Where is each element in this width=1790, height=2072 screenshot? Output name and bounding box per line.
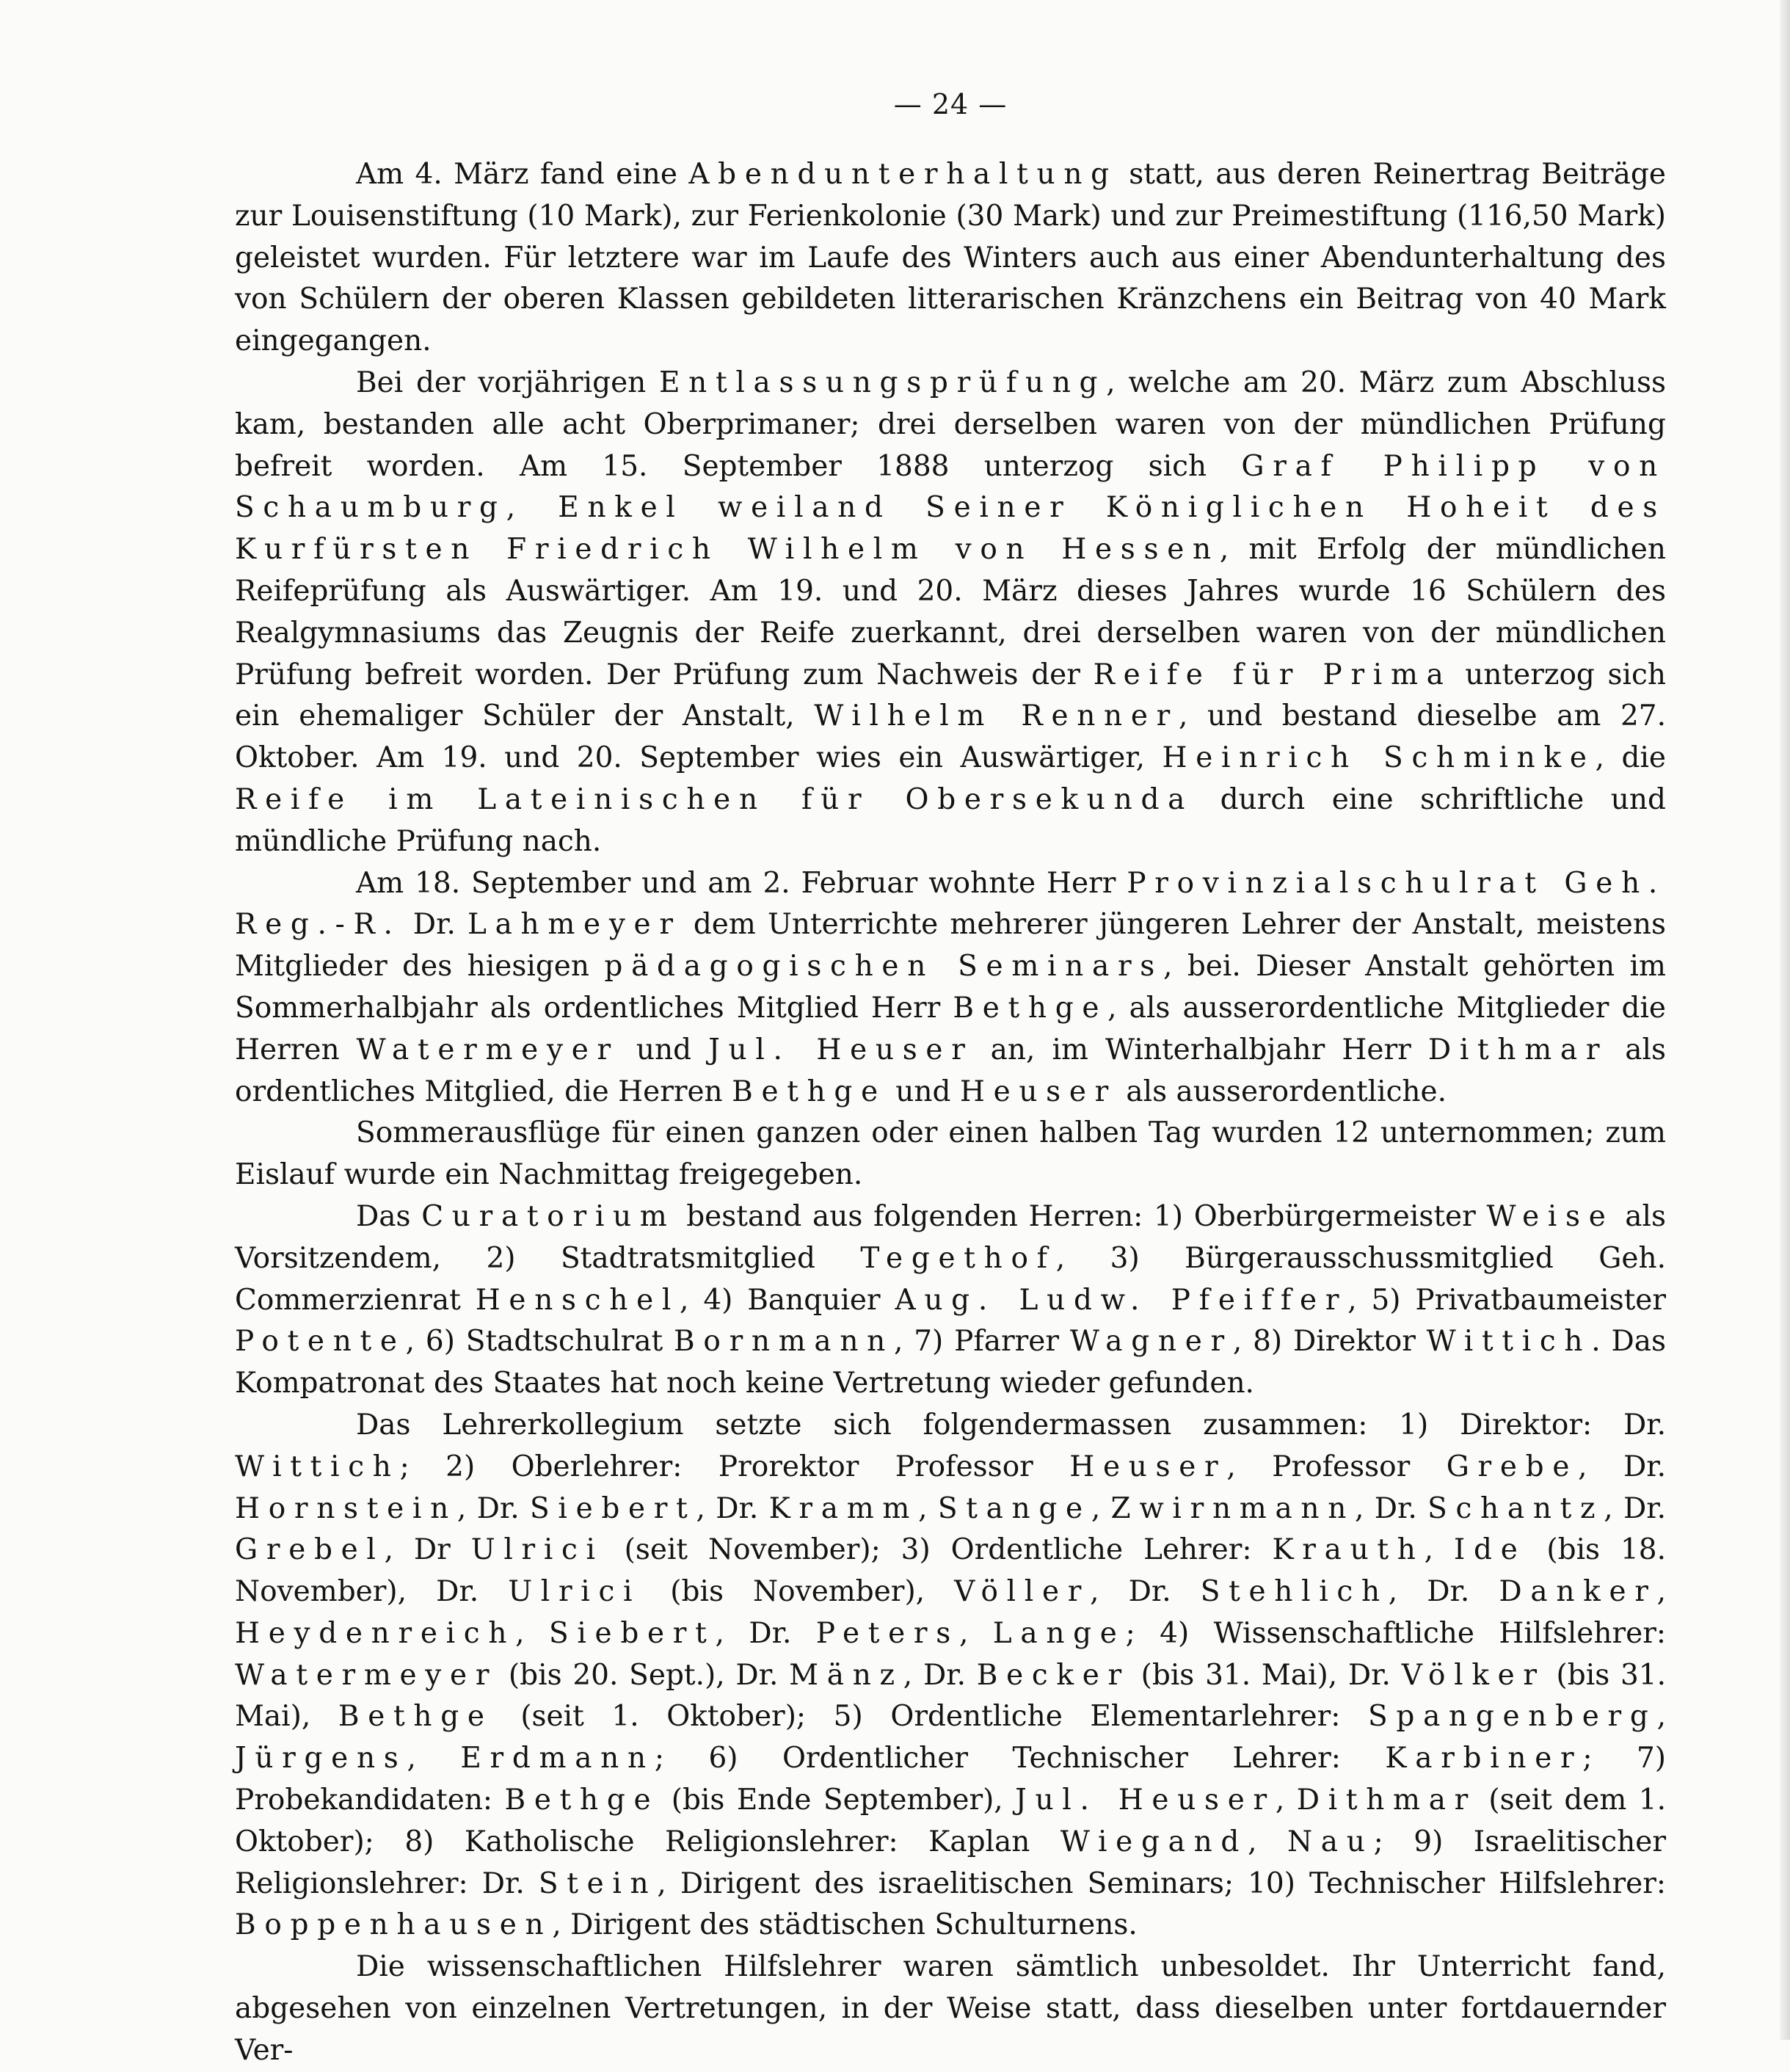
spaced-emphasis: Ide — [1453, 1533, 1527, 1567]
spaced-emphasis: Stehlich — [1200, 1575, 1389, 1609]
text-run: , 7) Pfarrer — [894, 1325, 1070, 1359]
spaced-emphasis: Völler — [954, 1575, 1091, 1609]
spaced-emphasis: Völker — [1401, 1658, 1546, 1692]
text-run: , welche am 20. März zum Abschluss kam, bestanden alle acht Oberprimaner; drei derselben waren von der mündlichen Prüfung befreit worden. Am 15. September 1888 unterzog sich — [235, 366, 1666, 483]
page-edge-shadow — [1780, 0, 1790, 2040]
spaced-emphasis: Bethge — [953, 991, 1108, 1025]
spaced-emphasis: Schantz — [1427, 1491, 1604, 1525]
text-run: (seit dem 1. Oktober); 8) Katholische Religionslehrer: Kaplan — [235, 1784, 1666, 1858]
paragraph-p7 — [235, 1946, 1666, 2071]
spaced-emphasis: Watermeyer — [356, 1033, 619, 1066]
text-run: (bis 31. Mai), Dr. — [1129, 1658, 1402, 1692]
spaced-emphasis: Krauth — [1272, 1533, 1425, 1567]
text-run: , — [958, 1616, 993, 1650]
body-text — [235, 154, 1666, 2072]
spaced-emphasis: Lange — [992, 1616, 1126, 1650]
text-run: als Vorsitzendem, 2) Stadtratsmitglied — [235, 1199, 1666, 1275]
spaced-emphasis: Bethge — [338, 1700, 493, 1734]
text-run: , Professor — [1226, 1450, 1447, 1483]
spaced-emphasis: Danker — [1499, 1575, 1657, 1609]
text-run: , mit Erfolg der mündlichen Reifeprüfung als Auswärtiger. Am 19. und 20. März dieses Jahres wurde 16 Schülern des Realgymnasiums das Zeugnis der Reife zuerkannt, drei derselben waren von der mündlichen Prüfung befreit worden. Der Prüfung zum Nachweis der — [235, 533, 1666, 691]
text-run: Die wissenschaftlichen Hilfslehrer waren sämtlich unbesoldet. Ihr Unterricht fand, abgesehen von einzelnen Vertretungen, in der Weise statt, dass dieselben unter fortdauernder Ver- — [235, 1950, 1666, 2067]
text-run: ; 4) Wissenschaftliche Hilfslehrer: — [1125, 1616, 1666, 1650]
text-run: Am 18. September und am 2. Februar wohnte Herr — [356, 866, 1127, 900]
text-run: , 8) Direktor — [1232, 1325, 1427, 1359]
spaced-emphasis: Wittich — [235, 1450, 400, 1483]
text-run: Das — [356, 1199, 422, 1233]
text-run: , und bestand dieselbe am 27. Oktober. Am 19. und 20. September wies ein Auswärtiger, — [235, 699, 1666, 775]
text-run: als ordentliches Mitglied, die Herren — [235, 1033, 1666, 1108]
text-run: , — [1091, 1491, 1111, 1525]
paragraph-p6 — [235, 1405, 1666, 1946]
spaced-emphasis: Heuser — [959, 1075, 1118, 1108]
text-run: , die — [1595, 741, 1666, 775]
text-run: , — [1248, 1825, 1287, 1858]
spaced-emphasis: Siebert — [548, 1616, 716, 1650]
spaced-emphasis: Kramm — [768, 1491, 919, 1525]
text-run: ; 6) Ordentlicher Technischer Lehrer: — [654, 1742, 1386, 1775]
text-run: , bei. Dieser Anstalt gehörten im Sommerhalbjahr als ordentliches Mitglied Herr — [235, 950, 1666, 1025]
text-run: (bis November), — [641, 1575, 955, 1609]
spaced-emphasis: Wagner — [1069, 1325, 1233, 1359]
text-run: , Dr. — [1388, 1575, 1499, 1609]
text-run: , — [1424, 1533, 1454, 1567]
spaced-emphasis: Watermeyer — [235, 1658, 498, 1692]
text-run: Bei der vorjährigen — [356, 366, 659, 399]
text-run: , Dirigent des städtischen Schulturnens. — [552, 1908, 1138, 1942]
text-run: , 4) Banquier — [680, 1283, 895, 1317]
spaced-emphasis: Jürgens — [235, 1742, 407, 1775]
text-run: , Dirigent des israelitischen Seminars; 10) Technischer Hilfslehrer: — [657, 1866, 1666, 1900]
text-run: , Dr — [384, 1533, 471, 1567]
spaced-emphasis: Potente — [235, 1325, 406, 1359]
text-run: , Dr. — [456, 1491, 530, 1525]
spaced-emphasis: Curatorium — [421, 1199, 676, 1233]
spaced-emphasis: Heuser — [1069, 1450, 1227, 1483]
spaced-emphasis: Ulrici — [470, 1533, 604, 1567]
text-run: , Dr. — [1604, 1491, 1667, 1525]
spaced-emphasis: Becker — [976, 1658, 1130, 1692]
text-run: an, im Winterhalbjahr Herr — [973, 1033, 1428, 1066]
spaced-emphasis: Provinzialschulrat Geh. Reg.-R. — [235, 866, 1666, 942]
text-run: ; 2) Oberlehrer: Prorektor Professor — [399, 1450, 1070, 1483]
spaced-emphasis: Bethge — [732, 1075, 887, 1108]
spaced-emphasis: Grebel — [235, 1533, 385, 1567]
spaced-emphasis: Ulrici — [508, 1575, 641, 1609]
text-run: , Dr. — [1578, 1450, 1666, 1483]
spaced-emphasis: Graf Philipp von Schaumburg, Enkel weiland Seiner Königlichen Hoheit des Kurfürsten Friedrich Wilhelm von Hessen — [235, 449, 1666, 567]
spaced-emphasis: Stange — [937, 1491, 1091, 1525]
text-run: , Dr. — [1090, 1575, 1201, 1609]
spaced-emphasis: Bornmann — [674, 1325, 894, 1359]
text-run: , 5) Privatbaumeister — [1347, 1283, 1666, 1317]
spaced-emphasis: Wiegand — [1060, 1825, 1248, 1858]
spaced-emphasis: Peters — [815, 1616, 959, 1650]
text-run: Dr. — [401, 908, 467, 942]
spaced-emphasis: Bethge — [504, 1784, 660, 1817]
spaced-emphasis: Henschel — [475, 1283, 680, 1317]
text-run: , — [1656, 1575, 1667, 1609]
spaced-emphasis: Dithmar — [1427, 1033, 1609, 1066]
text-run: , Dr. — [696, 1491, 769, 1525]
text-run: , Dr. — [903, 1658, 977, 1692]
spaced-emphasis: Lahmeyer — [467, 908, 682, 942]
text-run: ; 9) Israelitischer Religionslehrer: Dr. — [235, 1825, 1666, 1900]
spaced-emphasis: Weise — [1486, 1199, 1615, 1233]
spaced-emphasis: Spangenberg — [1368, 1700, 1657, 1734]
paragraph-p3 — [235, 863, 1666, 1113]
spaced-emphasis: Stein — [538, 1866, 658, 1900]
text-run: und — [619, 1033, 709, 1066]
text-run: , — [1656, 1700, 1666, 1734]
text-run: (bis 18. November), Dr. — [235, 1533, 1666, 1609]
spaced-emphasis: Nau — [1287, 1825, 1374, 1858]
spaced-emphasis: Wittich — [1426, 1325, 1592, 1359]
spaced-emphasis: Heydenreich — [235, 1616, 516, 1650]
text-run: (bis Ende September), — [659, 1784, 1016, 1817]
spaced-emphasis: Boppenhausen — [235, 1908, 553, 1942]
spaced-emphasis: Karbiner — [1385, 1742, 1583, 1775]
text-run: (bis 31. Mai), — [235, 1658, 1666, 1734]
text-run: Sommerausflüge für einen ganzen oder einen halben Tag wurden 12 unternommen; zum Eislauf wurde ein Nachmittag freigegeben. — [235, 1116, 1666, 1192]
spaced-emphasis: Entlassungsprüfung — [659, 366, 1107, 399]
text-run: , — [515, 1616, 549, 1650]
text-run: dem Unterrichte mehrerer jüngeren Lehrer der Anstalt, meistens Mitglieder des hiesigen — [235, 908, 1666, 984]
text-run: ; 7) Probekandidaten: — [235, 1742, 1666, 1817]
spaced-emphasis: Hornstein — [235, 1491, 457, 1525]
text-run: , als ausserordentliche Mitglieder die Herren — [235, 991, 1667, 1066]
spaced-emphasis: Aug. Ludw. Pfeiffer — [895, 1283, 1348, 1317]
spaced-emphasis: Siebert — [529, 1491, 696, 1525]
spaced-emphasis: Grebe — [1446, 1450, 1579, 1483]
text-run: Am 4. März fand eine — [356, 158, 689, 191]
paragraph-p5 — [235, 1196, 1666, 1405]
spaced-emphasis: Dithmar — [1296, 1784, 1477, 1817]
paragraph-p1 — [235, 154, 1666, 363]
text-run: (seit November); 3) Ordentliche Lehrer: — [603, 1533, 1273, 1567]
paragraph-p2 — [235, 363, 1666, 863]
text-run: als ausserordentliche. — [1117, 1075, 1447, 1108]
spaced-emphasis: Reife im Lateinischen für Obersekunda — [235, 782, 1194, 816]
text-run: , 6) Stadtschulrat — [405, 1325, 674, 1359]
text-run: unterzog sich ein ehemaliger Schüler der Anstalt, — [235, 658, 1666, 733]
spaced-emphasis: Wilhelm Renner — [814, 699, 1179, 733]
page-number: — 24 — — [893, 88, 1008, 120]
text-run: , Dr. — [715, 1616, 816, 1650]
text-run: , Dr. — [1355, 1491, 1428, 1525]
text-run: , — [407, 1742, 461, 1775]
text-run: bestand aus folgenden Herren: 1) Oberbürgermeister — [675, 1199, 1487, 1233]
spaced-emphasis: Jul. Heuser — [1015, 1784, 1276, 1817]
paragraph-p4 — [235, 1113, 1666, 1196]
document-page — [235, 88, 1666, 2072]
text-run: und — [886, 1075, 960, 1108]
text-run: statt, aus deren Reinertrag Beiträge zur Louisenstiftung (10 Mark), zur Ferienkolonie (30 Mark) und zur Preimestiftung (116,50 Mark) geleistet wurden. Für letztere war im Laufe des Winters auch aus einer Abendunterhaltung des von Schülern der oberen Klassen gebildeten litterarischen Kränzchens ein Beitrag von 40 Mark eingegangen. — [235, 158, 1666, 358]
text-run: . Das Kompatronat des Staates hat noch keine Vertretung wieder gefunden. — [235, 1325, 1667, 1400]
text-run: , — [918, 1491, 938, 1525]
spaced-emphasis: Mänz — [789, 1658, 903, 1692]
spaced-emphasis: pädagogischen Seminars — [604, 950, 1164, 984]
text-run: (seit 1. Oktober); 5) Ordentliche Elementarlehrer: — [492, 1700, 1368, 1734]
spaced-emphasis: Tegethof — [860, 1241, 1056, 1275]
spaced-emphasis: Abendunterhaltung — [688, 158, 1118, 191]
text-run: , 3) Bürgerausschussmitglied Geh. Commerzienrat — [235, 1241, 1666, 1317]
text-run: (bis 20. Sept.), Dr. — [498, 1658, 790, 1692]
spaced-emphasis: Erdmann — [460, 1742, 655, 1775]
spaced-emphasis: Zwirnmann — [1110, 1491, 1356, 1525]
spaced-emphasis: Jul. Heuser — [708, 1033, 974, 1066]
spaced-emphasis: Heinrich Schminke — [1162, 741, 1596, 775]
text-run: Das Lehrerkollegium setzte sich folgendermassen zusammen: 1) Direktor: Dr. — [356, 1408, 1666, 1442]
text-run: durch eine schriftliche und mündliche Prüfung nach. — [235, 782, 1666, 858]
spaced-emphasis: Reife für Prima — [1093, 658, 1452, 691]
text-run: , — [1275, 1784, 1297, 1817]
